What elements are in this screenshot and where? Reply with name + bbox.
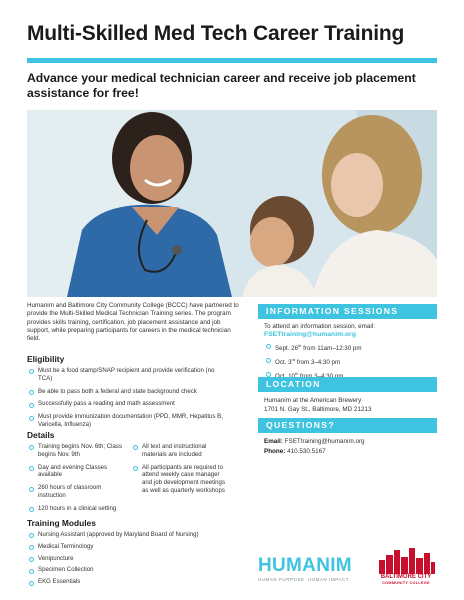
humanim-tagline: HUMAN PURPOSE. HUMAN IMPACT. xyxy=(258,577,351,582)
list-item: Venipuncture xyxy=(27,555,242,563)
list-item: Be able to pass both a federal and state background check xyxy=(27,388,227,396)
phone-number: 410.530.5167 xyxy=(287,448,326,455)
list-item: Medical Terminology xyxy=(27,543,242,551)
details-heading: Details xyxy=(27,430,55,440)
list-item: Training begins Nov. 6th; Class begins Nov. 9th xyxy=(27,443,130,459)
bccc-logo-sub: COMMUNITY COLLEGE xyxy=(382,580,430,585)
questions-email xyxy=(264,438,436,446)
humanim-logo xyxy=(258,556,368,582)
hero-photo-illustration xyxy=(27,110,437,297)
hero-photo xyxy=(27,110,437,297)
humanim-logo-text: HUMANIM xyxy=(258,555,352,576)
details-list-right xyxy=(131,443,231,500)
list-item: Specimen Collection xyxy=(27,566,242,574)
list-item: Nursing Assistant (approved by Maryland Board of Nursing) xyxy=(27,531,242,539)
list-item: Sept. 26th from 11am–12:30 pm xyxy=(264,342,434,353)
email-label: Email: xyxy=(264,438,283,445)
eligibility-heading: Eligibility xyxy=(27,354,65,364)
bccc-logo-name: BALTIMORE CITY xyxy=(380,574,432,580)
bccc-logo xyxy=(375,546,437,585)
list-item: Must provide immunization documentation (PPD, MMR, Hepatitus B, Varicella, Influenza) xyxy=(27,413,227,429)
details-list-left xyxy=(27,443,130,518)
list-item: 260 hours of classroom instruction xyxy=(27,484,130,500)
info-sessions-lead: To attend an information session, email: xyxy=(264,323,375,330)
info-sessions-email-link[interactable]: FSETtraining@humanim.org xyxy=(264,331,356,338)
intro-paragraph: Humanim and Baltimore City Community College (BCCC) have partnered to provide the Multi-Skilled Medical Technician Training series. The program provides skills training, certification, job placement assistance and job support, while preparing participants for careers in the medical technician field. xyxy=(27,302,239,343)
questions-phone xyxy=(264,448,436,456)
modules-heading: Training Modules xyxy=(27,518,96,528)
info-sessions-header: INFORMATION SESSIONS xyxy=(258,304,437,319)
phone-label: Phone: xyxy=(264,448,286,455)
skyline-icon xyxy=(377,546,435,574)
list-item: Day and evening Classes available xyxy=(27,464,130,480)
list-item: Oct. 3rd from 3–4:30 pm xyxy=(264,356,434,367)
page-title: Multi-Skilled Med Tech Career Training xyxy=(27,22,405,45)
eligibility-list xyxy=(27,367,227,434)
questions-email-link[interactable]: FSETtraining@humanim.org xyxy=(284,438,365,445)
title-divider xyxy=(27,58,437,63)
list-item: EKG Essentials xyxy=(27,578,242,586)
list-item: 120 hours in a clinical setting xyxy=(27,505,130,513)
list-item: Must be a food stamp/SNAP recipient and provide verification (no TCA) xyxy=(27,367,227,383)
location-line-2: 1701 N. Gay St., Baltimore, MD 21213 xyxy=(264,406,372,413)
location-line-1: Humanim at the American Brewery xyxy=(264,397,362,404)
list-item: All participants are required to attend weekly case manager and job development meetings as well as quarterly workshops xyxy=(131,464,231,495)
page-subtitle: Advance your medical technician career and receive job placement assistance for free! xyxy=(27,71,416,100)
list-item: All text and instructional materials are included xyxy=(131,443,231,459)
questions-header: QUESTIONS? xyxy=(258,418,437,433)
list-item: Successfully pass a reading and math assessment xyxy=(27,400,227,408)
location-header: LOCATION xyxy=(258,377,437,392)
list-item: th xyxy=(264,370,434,381)
modules-list xyxy=(27,531,242,590)
